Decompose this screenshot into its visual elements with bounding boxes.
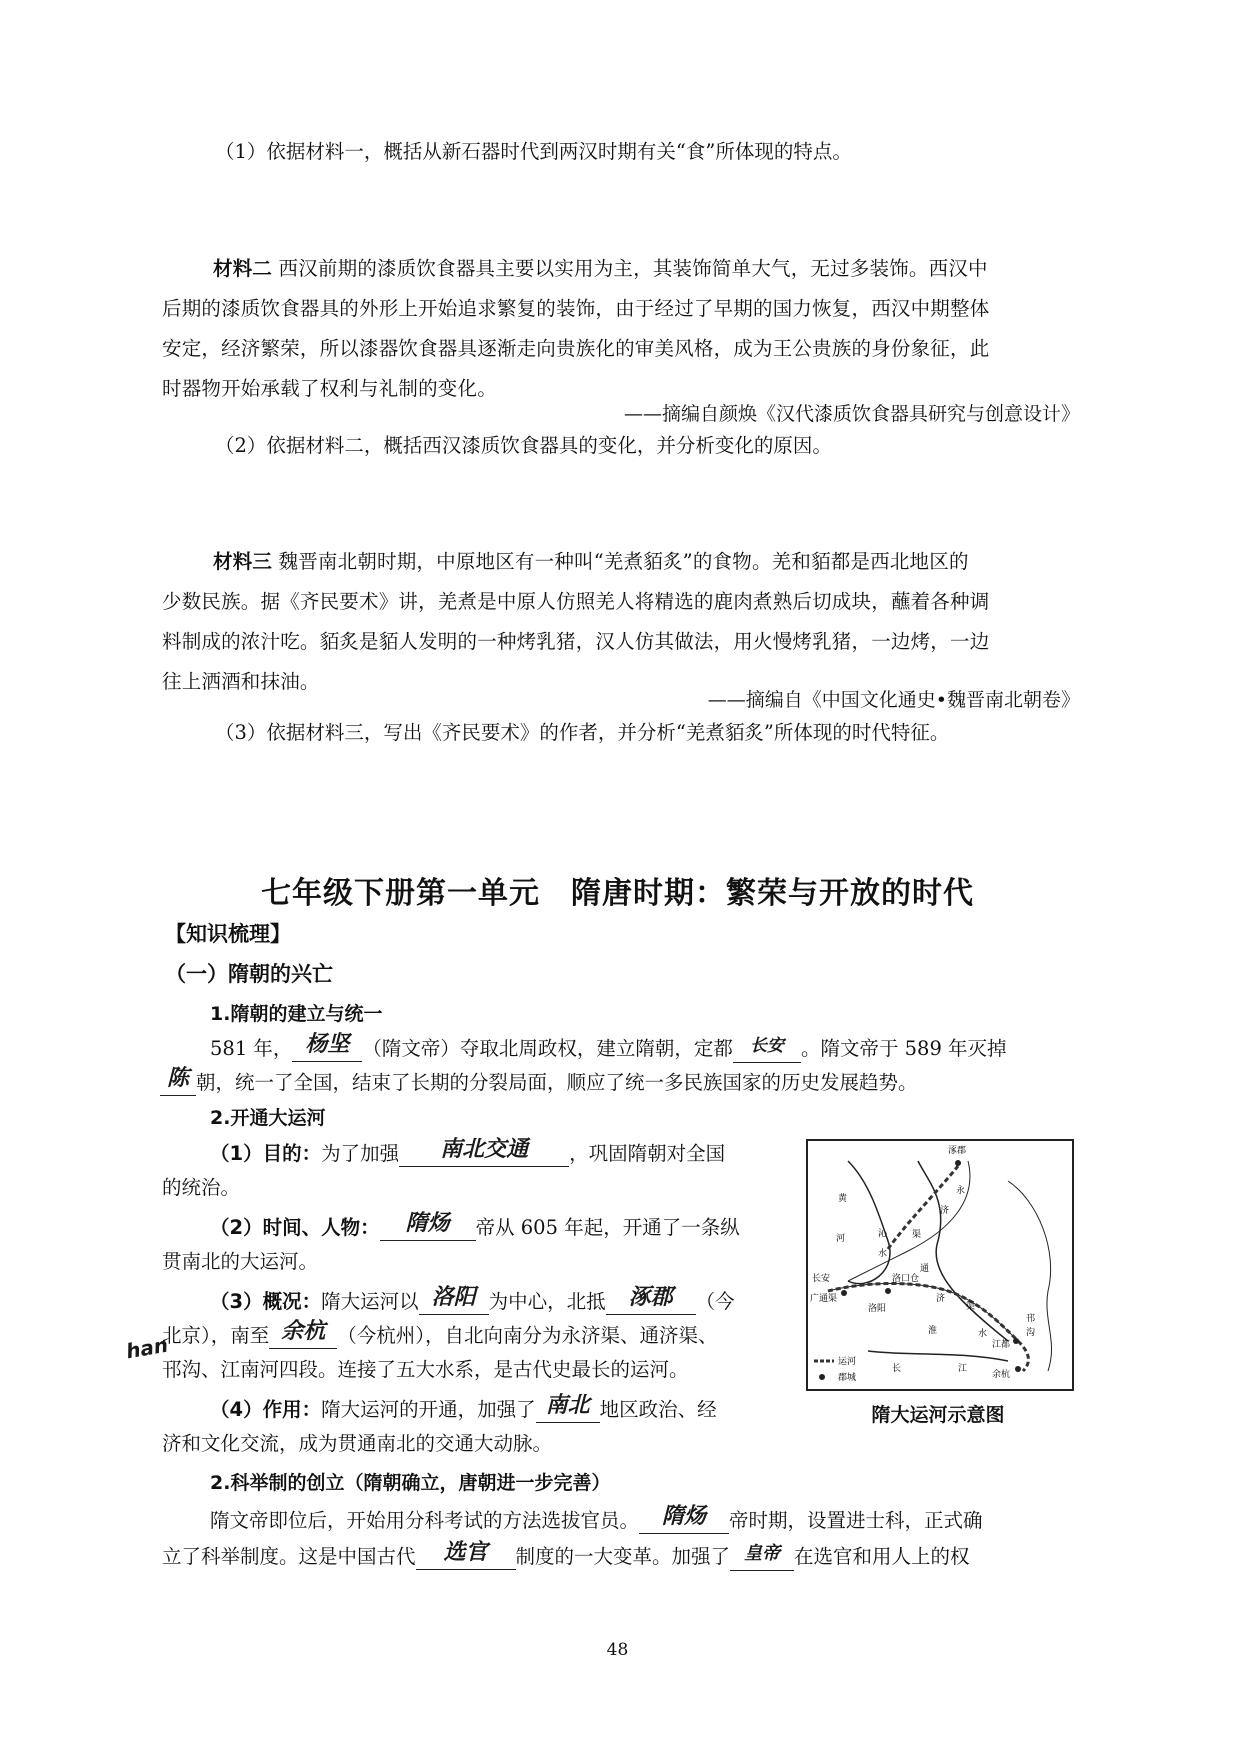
- map-label-6: 水: [878, 1249, 888, 1259]
- map-label-24: 郡城: [838, 1373, 857, 1383]
- map-label-23: 运河: [838, 1357, 857, 1367]
- map-label-10: 渠: [966, 1302, 976, 1312]
- map-label-17: 邗: [1026, 1314, 1036, 1324]
- blank-capital[interactable]: [733, 1037, 801, 1063]
- blank-center[interactable]: [419, 1285, 489, 1315]
- map-label-18: 沟: [1026, 1328, 1036, 1338]
- handwriting-system: 选官: [443, 1540, 488, 1565]
- handwriting-exam-emperor: 隋炀: [662, 1504, 707, 1529]
- s2-p4-label: （4）作用：: [210, 1398, 322, 1421]
- s3-text-a: 隋文帝即位后，开始用分科考试的方法选拔官员。: [210, 1509, 640, 1532]
- material-2-text: 西汉前期的漆质饮食器具主要以实用为主，其装饰简单大气，无过多装饰。西汉中: [278, 257, 988, 280]
- map-label-21: 长: [892, 1364, 902, 1374]
- blank-power[interactable]: [730, 1545, 794, 1571]
- s2-p1-text-b: ，巩固隋朝对全国: [569, 1142, 726, 1165]
- s2-p3-label: （3）概况：: [210, 1290, 322, 1313]
- map-label-22: 江: [958, 1364, 968, 1374]
- s1-line-2: [160, 1066, 918, 1096]
- s2-p3-text-e: （今杭州），自北向南分为永济渠、通济渠、: [337, 1324, 718, 1347]
- s2-p4-line-1: [210, 1393, 717, 1423]
- material-2-label: 材料二: [213, 257, 273, 280]
- map-label-13: 洛阳: [868, 1304, 887, 1314]
- map-label-7: 渠: [912, 1230, 922, 1240]
- handwriting-emperor: 隋炀: [405, 1211, 450, 1236]
- s2-p1-line-1: [210, 1137, 726, 1167]
- blank-south-end[interactable]: [269, 1319, 337, 1349]
- s3-text-d: 制度的一大变革。加强了: [515, 1545, 731, 1568]
- handwriting-north-end: 涿郡: [628, 1285, 673, 1310]
- s1-text-a: 581 年，: [210, 1037, 293, 1060]
- s2-p2-label: （2）时间、人物：: [210, 1216, 380, 1239]
- map-label-9: 济: [936, 1294, 946, 1304]
- blank-north-end[interactable]: [606, 1285, 696, 1315]
- s2-p3-text-d: 北京），南至: [162, 1324, 270, 1347]
- material-2-source: ——摘编自颜焕《汉代漆质饮食器具研究与创意设计》: [623, 403, 1080, 425]
- blank-effect[interactable]: [536, 1393, 600, 1423]
- blank-purpose[interactable]: [399, 1137, 569, 1167]
- map-label-0: 涿郡: [948, 1146, 967, 1156]
- handwriting-effect: 南北: [545, 1393, 590, 1418]
- s2-p3-text-a: 隋大运河以: [321, 1290, 419, 1313]
- canal-map: [806, 1139, 1074, 1391]
- s1-text-d: 朝，统一了全国，结束了长期的分裂局面，顺应了统一多民族国家的历史发展趋势。: [196, 1071, 918, 1094]
- map-label-1: 黄: [838, 1194, 848, 1204]
- s3-text-e: 在选官和用人上的权: [794, 1545, 970, 1568]
- s2-p3-line-1: [210, 1285, 735, 1315]
- knowledge-heading: 【知识梳理】: [165, 922, 291, 946]
- material-2-line-4: 时器物开始承载了权利与礼制的变化。: [162, 377, 497, 400]
- s3-heading: 2.科举制的创立（隋朝确立，唐朝进一步完善）: [210, 1472, 611, 1494]
- s2-p2-line-1: [210, 1211, 740, 1241]
- material-3-label: 材料三: [213, 550, 273, 573]
- s2-p3-text-c: （今: [695, 1290, 735, 1313]
- section-1-heading: （一）隋朝的兴亡: [165, 962, 333, 986]
- map-label-3: 永: [956, 1186, 966, 1196]
- canal-map-drawing: [808, 1141, 1072, 1389]
- blank-founder[interactable]: [292, 1032, 362, 1062]
- s1-line-1: [210, 1032, 1007, 1063]
- material-3-line-1: [213, 550, 969, 574]
- s3-line-1: [210, 1504, 983, 1534]
- question-3: （3）依据材料三，写出《齐民要术》的作者，并分析“羌煮貊炙”所体现的时代特征。: [215, 721, 950, 744]
- s2-p4-text-b: 地区政治、经: [599, 1398, 717, 1421]
- material-3-line-3: 料制成的浓汁吃。貊炙是貊人发明的一种烤乳猪，汉人仿其做法，用火慢烤乳猪，一边烤，一边: [162, 630, 990, 653]
- blank-emperor[interactable]: [380, 1211, 476, 1241]
- blank-system[interactable]: [416, 1540, 516, 1570]
- s2-p2-text: 帝从 605 年起，开通了一条纵: [475, 1216, 740, 1239]
- blank-dynasty[interactable]: [160, 1066, 196, 1096]
- handwriting-center: 洛阳: [431, 1285, 476, 1310]
- map-label-14: 洛口仓: [892, 1274, 920, 1284]
- s2-p4-text-a: 隋大运河的开通，加强了: [321, 1398, 536, 1421]
- material-3-text: 魏晋南北朝时期，中原地区有一种叫“羌煮貊炙”的食物。羌和貊都是西北地区的: [278, 550, 969, 573]
- s2-p3-line-2: [162, 1319, 718, 1349]
- s3-text-b: 帝时期，设置进士科，正式确: [729, 1509, 983, 1532]
- material-2-line-2: 后期的漆质饮食器具的外形上开始追求繁复的装饰，由于经过了早期的国力恢复，西汉中期整体: [162, 297, 990, 320]
- s2-p3-text-b: 为中心，北抵: [488, 1290, 606, 1313]
- map-label-11: 长安: [812, 1274, 831, 1284]
- map-label-15: 淮: [928, 1326, 938, 1336]
- s1-text-b: （隋文帝）夺取北周政权，建立隋朝，定都: [362, 1037, 733, 1060]
- material-3-line-4: 往上洒酒和抹油。: [162, 670, 320, 693]
- question-2: （2）依据材料二，概括西汉漆质饮食器具的变化，并分析变化的原因。: [215, 434, 832, 457]
- handwriting-capital: 长安: [749, 1036, 784, 1056]
- question-1: （1）依据材料一，概括从新石器时代到两汉时期有关“食”所体现的特点。: [215, 140, 852, 163]
- margin-note: han: [124, 1332, 170, 1364]
- s2-p3-line-3: 邗沟、江南河四段。连接了五大水系，是古代史最长的运河。: [162, 1358, 689, 1381]
- map-label-2: 河: [836, 1234, 846, 1244]
- handwriting-purpose: 南北交通: [440, 1137, 529, 1162]
- map-caption: 隋大运河示意图: [871, 1404, 1005, 1426]
- map-label-16: 水: [978, 1329, 988, 1339]
- s1-text-c: 。隋文帝于 589 年灭掉: [800, 1037, 1007, 1060]
- s2-p1-label: （1）目的：: [210, 1142, 322, 1165]
- blank-exam-emperor[interactable]: [639, 1504, 729, 1534]
- handwriting-south-end: 余杭: [281, 1319, 326, 1344]
- s2-p2-line-2: 贯南北的大运河。: [162, 1250, 319, 1273]
- handwriting-founder: 杨坚: [305, 1032, 350, 1057]
- page-number: 48: [606, 1640, 629, 1660]
- s2-p4-line-2: 济和文化交流，成为贯通南北的交通大动脉。: [162, 1432, 553, 1455]
- material-2-line-3: 安定，经济繁荣，所以漆器饮食器具逐渐走向贵族化的审美风格，成为王公贵族的身份象征，此: [162, 337, 990, 360]
- map-label-19: 江都: [992, 1340, 1011, 1350]
- handwriting-dynasty: 陈: [166, 1066, 189, 1091]
- material-2-line-1: [213, 257, 988, 281]
- material-3-source: ——摘编自《中国文化通史•魏晋南北朝卷》: [707, 689, 1080, 711]
- map-label-20: 余杭: [992, 1370, 1011, 1380]
- material-3-line-2: 少数民族。据《齐民要术》讲，羌煮是中原人仿照羌人将精选的鹿肉煮熟后切成块，蘸着各种调: [162, 590, 990, 613]
- s1-heading: 1.隋朝的建立与统一: [210, 1003, 383, 1025]
- map-label-8: 通: [920, 1264, 930, 1274]
- s3-line-2: [162, 1540, 970, 1571]
- s2-heading: 2.开通大运河: [210, 1107, 326, 1129]
- handwriting-power: 皇帝: [744, 1543, 781, 1564]
- s2-p1-text: 为了加强: [321, 1142, 400, 1165]
- map-label-5: 沁: [878, 1229, 888, 1239]
- s3-text-c: 立了科举制度。这是中国古代: [162, 1545, 416, 1568]
- map-label-12: 广通渠: [810, 1294, 838, 1304]
- s2-p1-line-2: 的统治。: [162, 1176, 241, 1199]
- map-label-4: 济: [940, 1206, 950, 1216]
- unit-title: 七年级下册第一单元 隋唐时期：繁荣与开放的时代: [261, 876, 974, 911]
